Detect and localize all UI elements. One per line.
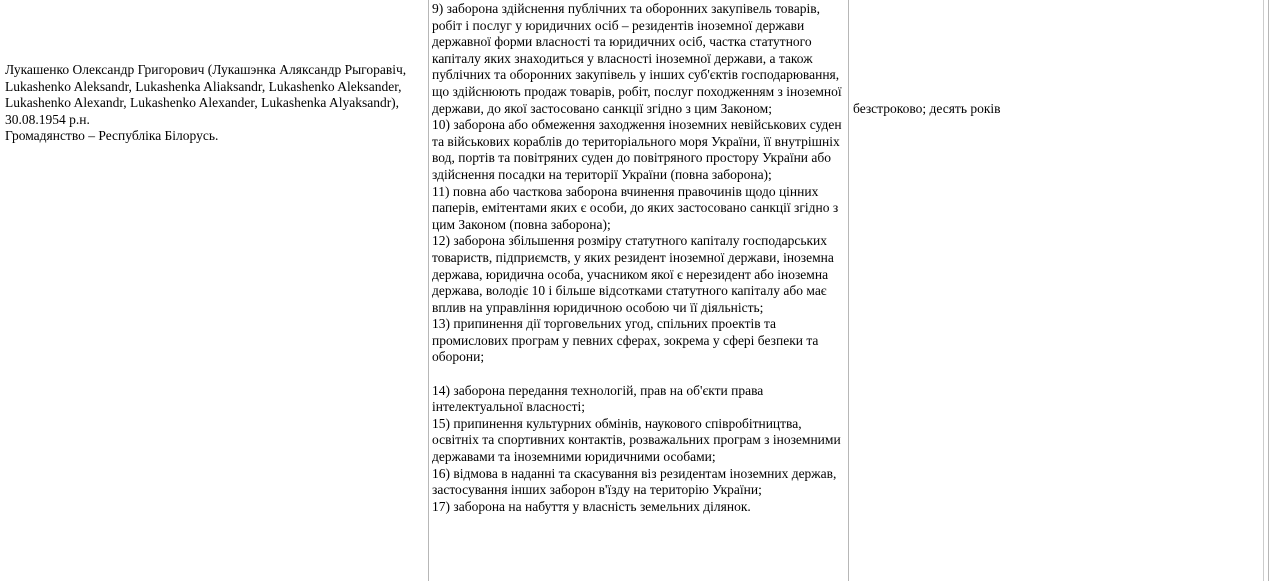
sanction-item-11: 11) повна або часткова заборона вчинення правочинів щодо цінних паперів, емітентами яких є особи, до яких застосовано санкції згідно з цим Законом (повна заборона); bbox=[432, 183, 839, 232]
sanction-item-17: 17) заборона на набуття у власність земельних ділянок. bbox=[432, 498, 751, 514]
sanction-item-10: 10) заборона або обмеження заходження іноземних невійськових суден та військових кораблів до територіального моря України, її внутрішніх вод, портів та повітряних суден до повітряного простору України або здійснення посадки на території України (повна заборона); bbox=[432, 117, 842, 182]
person-citizenship-text: Громадянство – Республіка Білорусь. bbox=[5, 128, 219, 144]
person-cell bbox=[5, 62, 423, 145]
sanction-item-14: 14) заборона передання технологій, прав на об'єкти права інтелектуальної власності; bbox=[432, 382, 764, 415]
sanctions-cell bbox=[432, 1, 845, 515]
duration-cell bbox=[853, 101, 1258, 118]
sanction-item-13: 13) припинення дії торговельних угод, спільних проектів та промислових програм у певних сферах, зокрема у сфері безпеки та оборони; bbox=[432, 316, 819, 365]
sanction-item-15: 15) припинення культурних обмінів, наукового співробітництва, освітніх та спортивних контактів, розважальних програм з іноземними державами та іноземними юридичними особами; bbox=[432, 415, 841, 465]
sanction-item-12: 12) заборона збільшення розміру статутного капіталу господарських товариств, підприємств, у яких резидент іноземної держави, іноземна держава, юридична особа, учасником якої є нерезидент або іноземна держава, володіє 10 і більше відсотками статутного капіталу або має вплив на управління юридичною особою чи її діяльність; bbox=[432, 233, 834, 315]
sanction-item-9: 9) заборона здійснення публічних та оборонних закупівель товарів, робіт і послуг у юридичних осіб – резидентів іноземної держави державної форми власності та юридичних осіб, частка статутного капіталу яких знаходиться у власності іноземної держави, а також публічних та оборонних закупівель у інших суб'єктів господарювання, що здійснюють продаж товарів, робіт, послуг походженням з іноземної держави, до якої застосовано санкції згідно з цим Законом; bbox=[432, 1, 842, 116]
column-divider-left bbox=[428, 0, 429, 581]
column-divider-middle bbox=[848, 0, 849, 581]
person-name-text: Лукашенко Олександр Григорович (Лукашэнка Аляксандр Рыгоравіч, Lukashenko Aleksandr, Lukashenka Aliaksandr, Lukashenko Aleksander, Lukashenko Alexandr, Lukashenko Alexander, Lukashenka Alyaksandr), 30.08.1954 р.н. bbox=[5, 62, 407, 127]
sanction-item-16: 16) відмова в наданні та скасування віз резидентам іноземних держав, застосування інших заборон в'їзду на територію України; bbox=[432, 465, 837, 498]
duration-text: безстроково; десять років bbox=[853, 101, 1001, 116]
column-divider-right-inner bbox=[1263, 0, 1264, 581]
column-divider-right-outer bbox=[1268, 0, 1269, 581]
